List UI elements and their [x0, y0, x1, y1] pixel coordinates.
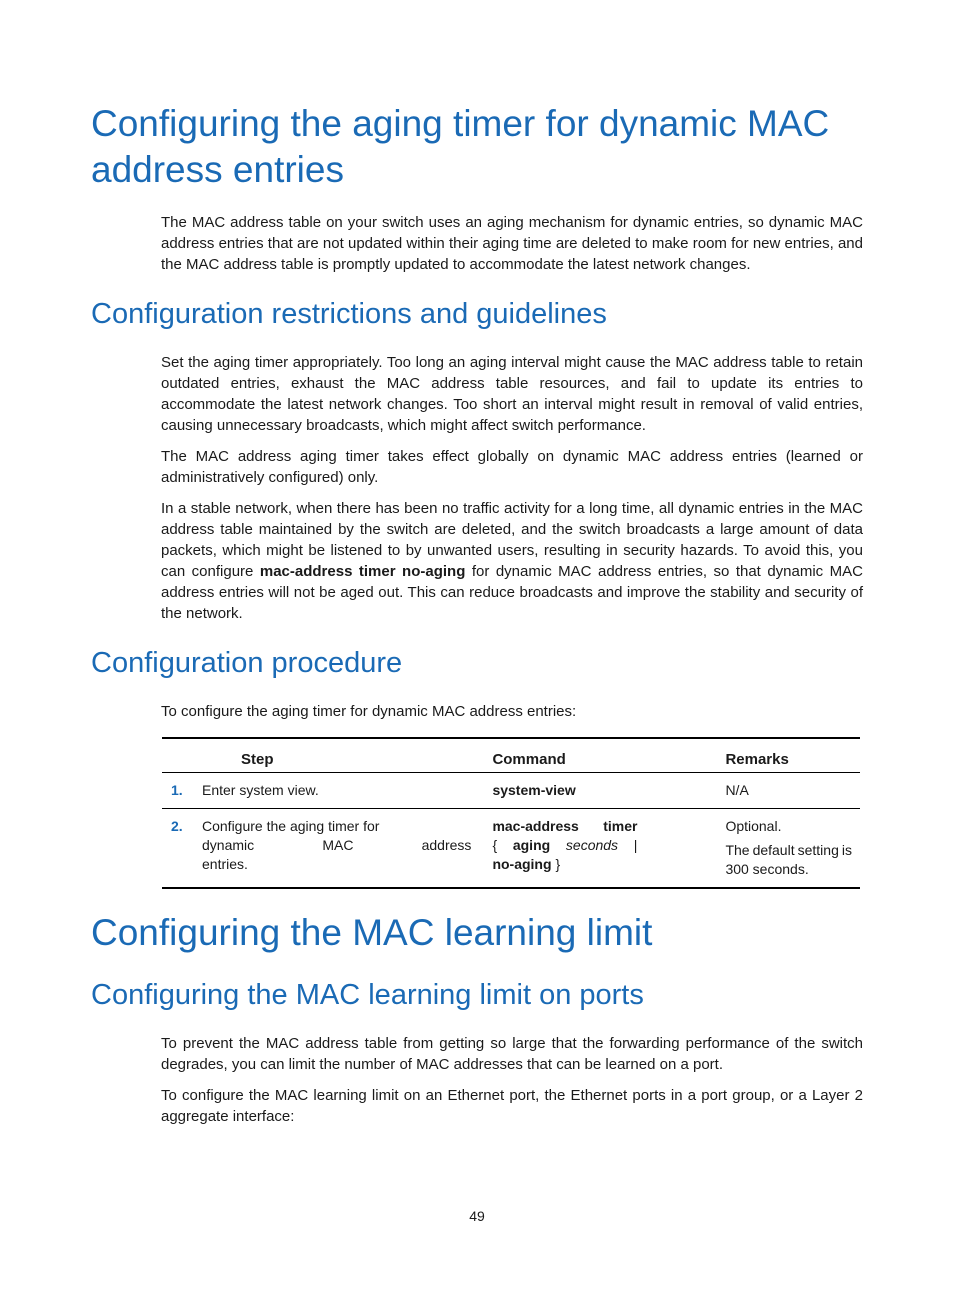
- paragraph-text: In a stable network, when there has been no traffic activity for a long time, all dynamic entries in the MAC address table maintained by the switch are deleted, and the switch broadcasts a large amount of data packets, which might be listened to by unwanted users, resulting in security hazards. To avoid this, you can configure: [161, 500, 863, 580]
- step-word: MAC: [322, 837, 354, 853]
- step-remarks: [725, 809, 860, 889]
- step-number: 1.: [162, 773, 202, 809]
- table-header-row: [162, 738, 860, 773]
- remarks-word: setting: [797, 842, 839, 858]
- subsection-heading-restrictions: Configuration restrictions and guidelines: [91, 298, 607, 330]
- command-keyword: no-aging: [492, 856, 552, 872]
- command-brace: }: [555, 856, 561, 872]
- restrictions-paragraph-2: The MAC address aging timer takes effect globally on dynamic MAC address entries (learned or administratively configured) only.: [161, 448, 863, 486]
- procedure-intro: To configure the aging timer for dynamic MAC address entries:: [161, 703, 577, 720]
- header-command: Command: [492, 738, 725, 773]
- step-command: [492, 773, 725, 809]
- step-line: Configure the aging timer for: [202, 818, 380, 834]
- procedure-table: [162, 737, 860, 889]
- step-command: [492, 809, 725, 889]
- section-heading-mac-learning-limit: Configuring the MAC learning limit: [91, 912, 653, 953]
- restrictions-paragraph-1: Set the aging timer appropriately. Too long an aging interval might cause the MAC address table to retain outdated entries, exhaust the MAC address table resources, and fail to update its entries to accommodate the latest network changes. Too short an interval might result in removal of valid entries, causing unnecessary broadcasts, which might affect switch performance.: [161, 354, 863, 434]
- ports-paragraph-1: To prevent the MAC address table from getting so large that the forwarding performance of the switch degrades, you can limit the number of MAC addresses that can be learned on a port.: [161, 1035, 863, 1073]
- command-line: [492, 855, 637, 874]
- table-row: [162, 809, 860, 889]
- step-word: dynamic: [202, 837, 255, 853]
- command-keyword: aging: [512, 837, 551, 853]
- command-keyword: timer: [603, 818, 638, 834]
- step-number: 2.: [162, 809, 202, 889]
- inline-command: mac-address timer no-aging: [259, 563, 466, 580]
- step-description: [202, 809, 492, 889]
- command-keyword: system-view: [492, 782, 576, 798]
- table-row: [162, 773, 860, 809]
- section-heading-aging-timer: Configuring the aging timer for dynamic MAC address entries: [91, 103, 830, 190]
- remarks-word: default: [752, 842, 795, 858]
- ports-paragraph-2: To configure the MAC learning limit on an Ethernet port, the Ethernet ports in a port group, or a Layer 2 aggregate interface:: [161, 1087, 863, 1125]
- command-brace: {: [492, 837, 498, 853]
- remarks-line: Optional.: [725, 818, 782, 834]
- aging-timer-intro: The MAC address table on your switch uses an aging mechanism for dynamic entries, so dynamic MAC address entries that are not updated within their aging time are deleted to make room for new entries, and the MAC address table is promptly updated to accommodate the latest network changes.: [161, 214, 863, 273]
- command-keyword: mac-address: [492, 818, 579, 834]
- step-remarks: N/A: [725, 773, 860, 809]
- restrictions-paragraph-3: [161, 498, 863, 624]
- page-number: 49: [469, 1208, 485, 1224]
- header-step: Step: [162, 738, 492, 773]
- header-remarks: Remarks: [725, 738, 860, 773]
- step-line: [202, 836, 471, 855]
- remarks-line: 300 seconds.: [725, 861, 809, 877]
- remarks-word: The: [725, 842, 750, 858]
- step-description: Enter system view.: [202, 773, 492, 809]
- subsection-heading-ports: Configuring the MAC learning limit on ports: [91, 979, 644, 1011]
- command-line: [492, 817, 637, 836]
- remarks-word: is: [841, 842, 852, 858]
- subsection-heading-procedure: Configuration procedure: [91, 647, 403, 679]
- remarks-line: [725, 841, 852, 860]
- step-word: address: [421, 837, 472, 853]
- command-pipe: |: [633, 837, 638, 853]
- command-argument: seconds: [565, 837, 619, 853]
- paragraph-text: for dynamic MAC address entries, so that dynamic MAC address entries will not be aged out. This can reduce broadcasts and improve the stability and security of the network.: [161, 563, 863, 622]
- command-line: [492, 836, 637, 855]
- step-line: entries.: [202, 856, 248, 872]
